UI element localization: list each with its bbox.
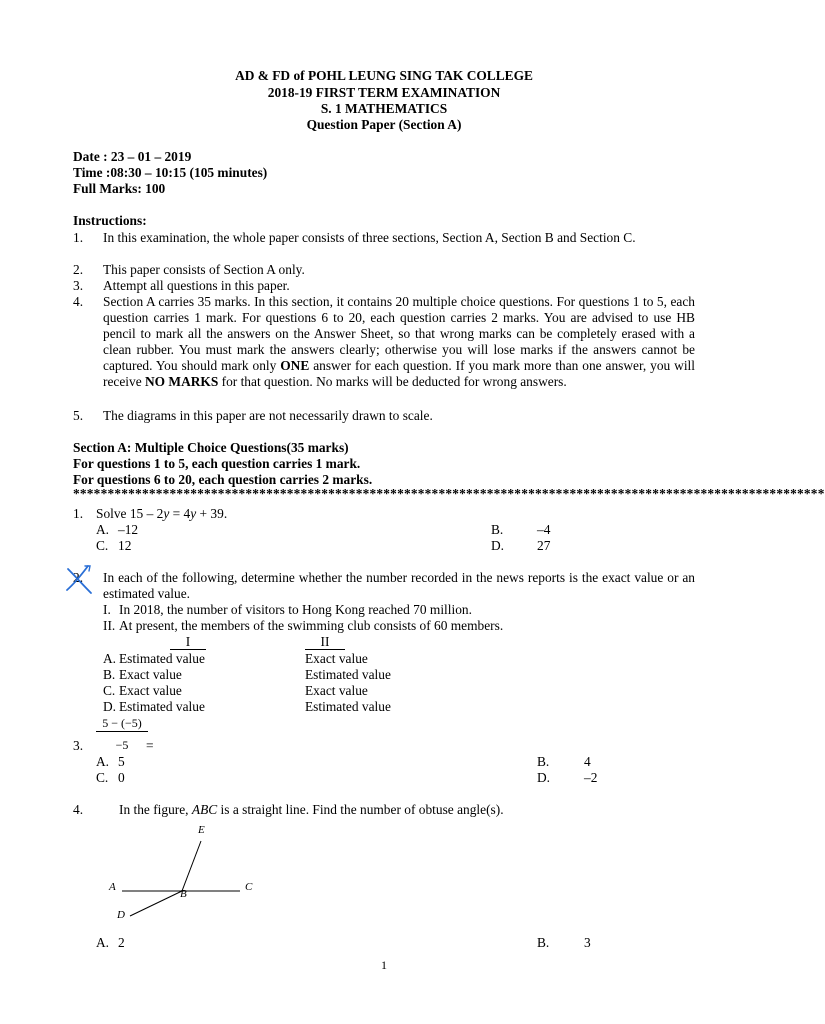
exam-time: Time :08:30 – 10:15 (105 minutes) xyxy=(73,165,268,180)
full-marks: Full Marks: 100 xyxy=(73,181,166,196)
section-rule: For questions 6 to 20, each question carries 2 marks. xyxy=(73,472,373,487)
option-value: 4 xyxy=(584,754,591,769)
point-label-c: C xyxy=(245,881,253,893)
stem-part: + 39. xyxy=(196,506,228,521)
instruction-text: The diagrams in this paper are not necessarily drawn to scale. xyxy=(103,408,433,423)
section-title: Section A: Multiple Choice Questions(35 marks) xyxy=(73,440,349,455)
stem-part: Solve 15 – 2 xyxy=(96,506,164,521)
subject-title: S. 1 MATHEMATICS xyxy=(320,101,448,116)
section-divider: ************************************************************************************************************* xyxy=(73,486,825,501)
instruction-emphasis: NO MARKS xyxy=(145,374,219,389)
column-header-ii: II xyxy=(305,634,345,650)
option-label: B. xyxy=(537,754,550,769)
instruction-text-part: Section A carries 35 marks. In this section, it contains 20 multiple choice questions. For questions 1 to 5, each question carries 1 mark. For questions 6 to 20, each question carries 2 marks. You are advised to use HB pencil to mark all the answers on the Answer Sheet, so that wrong marks can be completely erased with a clean rubber. You must mark the answers clearly; otherwise you will lose marks if the answers cannot be captured. You should mark only xyxy=(103,294,695,373)
variable: y xyxy=(190,506,197,521)
option-label: C. xyxy=(103,683,116,698)
option-label: D. xyxy=(103,699,117,714)
question-number: 4. xyxy=(73,802,84,817)
option-label: D. xyxy=(491,538,505,553)
option-value: 27 xyxy=(537,538,551,553)
option-label: C. xyxy=(96,538,109,553)
option-label: A. xyxy=(96,522,110,537)
option-value: –12 xyxy=(118,522,139,537)
stem-part: = 4 xyxy=(169,506,191,521)
point-label-d: D xyxy=(117,909,125,921)
option-value: 3 xyxy=(584,935,591,950)
ray-bd xyxy=(130,891,182,916)
instruction-emphasis: ONE xyxy=(280,358,310,373)
instruction-number: 4. xyxy=(73,294,84,309)
page-number: 1 xyxy=(381,958,387,972)
point-label-e: E xyxy=(198,824,205,836)
option-label: A. xyxy=(96,935,110,950)
fraction-numerator: 5 − (−5) xyxy=(96,716,148,732)
statement-number: II. xyxy=(103,618,116,633)
option-value: 2 xyxy=(118,935,125,950)
option-label: B. xyxy=(103,667,116,682)
fraction-denominator: −5 xyxy=(115,738,129,752)
statement-text: In 2018, the number of visitors to Hong Kong reached 70 million. xyxy=(119,602,472,617)
stem-part: In the figure, xyxy=(119,802,192,817)
question-stem: In each of the following, determine whether the number recorded in the news reports is the exact value or an estimated value. xyxy=(103,570,695,601)
option-value: –2 xyxy=(584,770,598,785)
option-label: D. xyxy=(537,770,551,785)
option-label: B. xyxy=(491,522,504,537)
option-col2: Estimated value xyxy=(305,667,391,682)
option-col1: Estimated value xyxy=(119,651,205,666)
instruction-number: 5. xyxy=(73,408,84,423)
ray-be xyxy=(182,841,201,891)
option-col1: Estimated value xyxy=(119,699,205,714)
option-value: 0 xyxy=(118,770,125,785)
variable: ABC xyxy=(191,802,218,817)
option-label: A. xyxy=(96,754,110,769)
option-label: A. xyxy=(103,651,117,666)
stem-part: is a straight line. Find the number of obtuse angle(s). xyxy=(217,802,504,817)
instruction-text-part: for that question. No marks will be deducted for wrong answers. xyxy=(218,374,567,389)
paper-title: Question Paper (Section A) xyxy=(306,117,462,132)
question-number: 3. xyxy=(73,738,84,753)
instruction-text: In this examination, the whole paper consists of three sections, Section A, Section B and Section C. xyxy=(103,230,636,245)
exam-date: Date : 23 – 01 – 2019 xyxy=(73,149,192,164)
angle-figure xyxy=(100,820,280,930)
point-label-a: A xyxy=(109,881,116,893)
instruction-text-part: answer for each question. If you mark more than one answer, you will receive xyxy=(103,358,695,389)
statement-text: At present, the members of the swimming club consists of 60 members. xyxy=(119,618,504,633)
handwritten-cross-mark-icon xyxy=(62,562,96,596)
equals-sign: = xyxy=(146,738,154,753)
option-col1: Exact value xyxy=(119,667,182,682)
option-col2: Exact value xyxy=(305,683,368,698)
school-name: AD & FD of POHL LEUNG SING TAK COLLEGE xyxy=(235,68,533,83)
instruction-number: 3. xyxy=(73,278,84,293)
instruction-text xyxy=(103,294,695,390)
instruction-number: 1. xyxy=(73,230,84,245)
exam-title: 2018-19 FIRST TERM EXAMINATION xyxy=(267,85,501,100)
statement-number: I. xyxy=(103,602,111,617)
instruction-text: This paper consists of Section A only. xyxy=(103,262,305,277)
option-label: C. xyxy=(96,770,109,785)
option-col2: Exact value xyxy=(305,651,368,666)
question-stem xyxy=(119,802,504,818)
question-number: 2. xyxy=(73,570,84,585)
question-number: 1. xyxy=(73,506,84,521)
instruction-text: Attempt all questions in this paper. xyxy=(103,278,290,293)
variable: y xyxy=(163,506,170,521)
option-value: 5 xyxy=(118,754,125,769)
column-header-i: I xyxy=(170,634,206,650)
point-label-b: B xyxy=(180,888,187,900)
option-value: 12 xyxy=(118,538,132,553)
option-col2: Estimated value xyxy=(305,699,391,714)
question-stem xyxy=(96,506,227,522)
section-rule: For questions 1 to 5, each question carries 1 mark. xyxy=(73,456,361,471)
option-label: B. xyxy=(537,935,550,950)
instructions-title: Instructions: xyxy=(73,213,147,228)
option-value: –4 xyxy=(537,522,551,537)
option-col1: Exact value xyxy=(119,683,182,698)
instruction-number: 2. xyxy=(73,262,84,277)
